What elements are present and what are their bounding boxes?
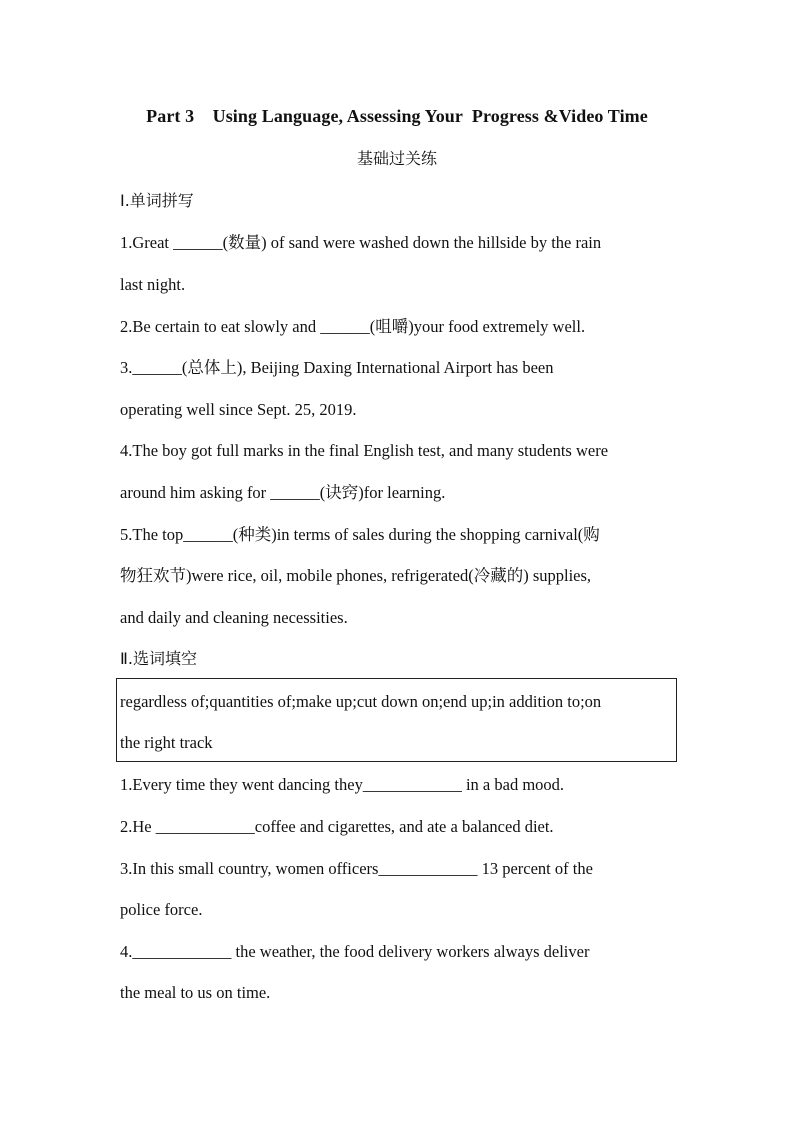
question-line: and daily and cleaning necessities. xyxy=(120,608,348,627)
word-bank-line: the right track xyxy=(120,733,213,752)
question-line: around him asking for ______(诀窍)for learning. xyxy=(120,483,446,502)
question-line: 1.Great ______(数量) of sand were washed down the hillside by the rain xyxy=(120,233,602,252)
page-subtitle: 基础过关练 xyxy=(356,149,437,168)
question-line: 1.Every time they went dancing they____________ in a bad mood. xyxy=(120,775,565,794)
question-line: 5.The top______(种类)in terms of sales during the shopping carnival(购 xyxy=(120,525,600,544)
question-line: 3.______(总体上), Beijing Daxing International Airport has been xyxy=(120,358,554,377)
question-line: 4.____________ the weather, the food delivery workers always deliver xyxy=(120,942,590,961)
question-line: operating well since Sept. 25, 2019. xyxy=(120,400,357,419)
question-line: 3.In this small country, women officers____________ 13 percent of the xyxy=(120,859,593,878)
page-title: Part 3 Using Language, Assessing Your Progress &Video Time xyxy=(146,106,648,126)
question-line: last night. xyxy=(120,275,186,294)
question-line: 物狂欢节)were rice, oil, mobile phones, refrigerated(冷藏的) supplies, xyxy=(120,566,592,585)
question-line: the meal to us on time. xyxy=(120,983,271,1002)
question-line: 2.He ____________coffee and cigarettes, and ate a balanced diet. xyxy=(120,817,554,836)
question-line: 2.Be certain to eat slowly and ______(咀嚼)your food extremely well. xyxy=(120,317,586,336)
question-line: police force. xyxy=(120,900,203,919)
word-bank-line: regardless of;quantities of;make up;cut down on;end up;in addition to;on xyxy=(120,692,602,711)
question-line: 4.The boy got full marks in the final English test, and many students were xyxy=(120,441,609,460)
section-heading-spelling: Ⅰ.单词拼写 xyxy=(120,191,194,210)
word-bank-box xyxy=(116,678,677,762)
section-heading-fill-in: Ⅱ.选词填空 xyxy=(120,649,197,668)
